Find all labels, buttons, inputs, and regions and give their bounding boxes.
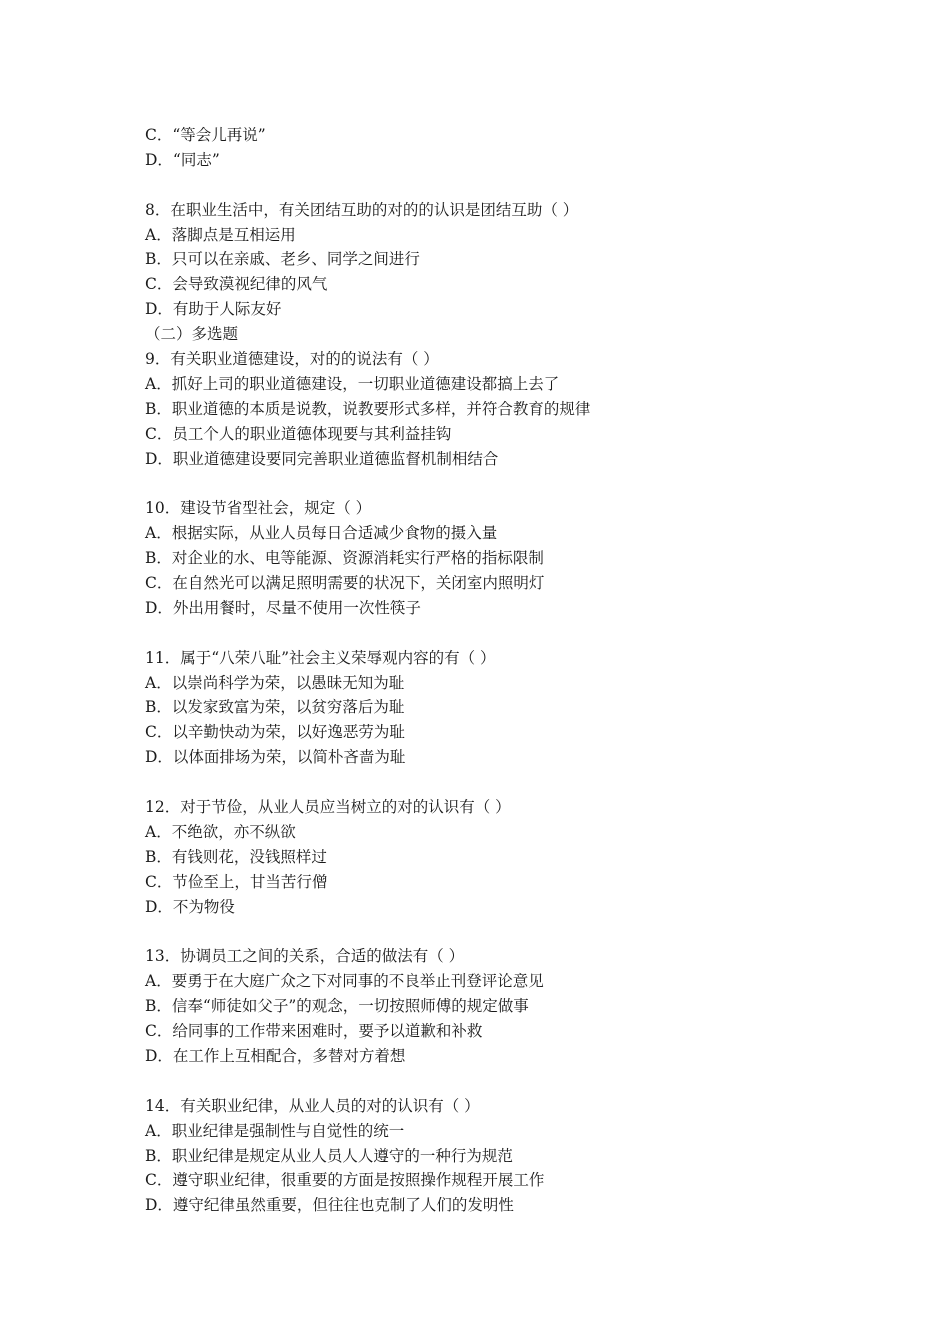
blank-line [145,770,845,795]
text-line: B．对企业的水、电等能源、资源消耗实行严格的指标限制 [145,549,544,568]
text-line: D．“同志” [145,150,220,169]
text-line: C．遵守职业纪律，很重要的方面是按照操作规程开展工作 [145,1171,545,1190]
text-line: 12．对于节俭，从业人员应当树立的对的认识有（ ） [145,798,511,817]
text-line: 9．有关职业道德建设，对的的说法有（ ） [145,350,439,369]
text-line: C．员工个人的职业道德体现要与其利益挂钩 [145,424,452,443]
text-line: A．落脚点是互相运用 [145,225,296,244]
text-line: B．有钱则花，没钱照样过 [145,847,327,866]
text-line: C．节俭至上，甘当苦行僧 [145,872,328,891]
text-line: A．根据实际，从业人员每日合适减少食物的摄入量 [145,524,498,543]
text-line: A．不绝欲，亦不纵欲 [145,822,296,841]
text-line: D．外出用餐时，尽量不使用一次性筷子 [145,598,421,617]
text-line: 14．有关职业纪律，从业人员的对的认识有（ ） [145,1096,480,1115]
text-line: B．只可以在亲戚、老乡、同学之间进行 [145,250,420,269]
document-page [145,123,845,1218]
text-line: B．信奉“师徒如父子”的观念，一切按照师傅的规定做事 [145,997,529,1016]
blank-line [145,173,845,198]
text-line: D．不为物役 [145,897,235,916]
text-line: B．以发家致富为荣，以贫穷落后为耻 [145,698,405,717]
text-line: 8．在职业生活中，有关团结互助的对的的认识是团结互助（ ） [145,200,579,219]
text-line: A．要勇于在大庭广众之下对同事的不良举止刊登评论意见 [145,972,544,991]
text-line: B．职业道德的本质是说教，说教要形式多样，并符合教育的规律 [145,399,591,418]
blank-line [145,1069,845,1094]
text-line: B．职业纪律是规定从业人员人人遵守的一种行为规范 [145,1146,513,1165]
text-line: C．会导致漠视纪律的风气 [145,275,328,294]
text-line: D．以体面排场为荣，以简朴吝啬为耻 [145,748,406,767]
blank-line [145,920,845,945]
text-line: D．在工作上互相配合，多替对方着想 [145,1046,406,1065]
text-line: D．有助于人际友好 [145,300,282,319]
text-line: A．以崇尚科学为荣，以愚昧无知为耻 [145,673,405,692]
text-line: C．给同事的工作带来困难时，要予以道歉和补救 [145,1022,483,1041]
text-line: C．以辛勤快动为荣，以好逸恶劳为耻 [145,723,405,742]
text-line: 11．属于“八荣八耻”社会主义荣辱观内容的有（ ） [145,648,496,667]
text-line: D．职业道德建设要同完善职业道德监督机制相结合 [145,449,499,468]
text-line: （二）多选题 [145,325,239,344]
blank-line [145,621,845,646]
text-line: A．抓好上司的职业道德建设，一切职业道德建设都搞上去了 [145,374,560,393]
text-line: A．职业纪律是强制性与自觉性的统一 [145,1121,405,1140]
text-line: D．遵守纪律虽然重要，但往往也克制了人们的发明性 [145,1196,514,1215]
text-line: C．在自然光可以满足照明需要的状况下，关闭室内照明灯 [145,574,545,593]
text-line: 13．协调员工之间的关系，合适的做法有（ ） [145,947,465,966]
text-line: 10．建设节省型社会，规定（ ） [145,499,372,518]
blank-line [145,471,845,496]
text-line: C．“等会儿再说” [145,126,266,144]
